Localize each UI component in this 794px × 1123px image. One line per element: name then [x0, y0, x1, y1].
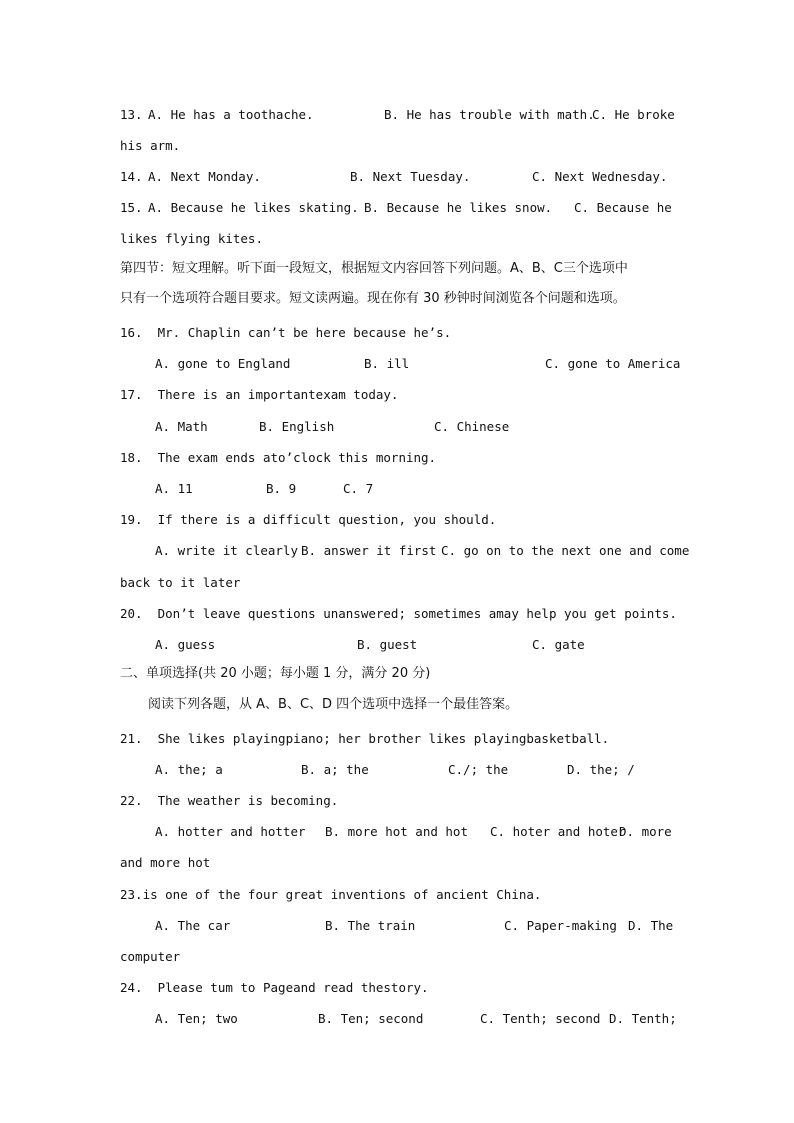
part2-instruction: 阅读下列各题，从 A、B、C、D 四个选项中选择一个最佳答案。	[148, 697, 519, 712]
q23-option-d: D. The	[628, 918, 674, 933]
q24-option-c: C. Tenth; second	[480, 1011, 601, 1026]
q21-option-c: C./; the	[448, 762, 509, 777]
q23-option-b: B. The train	[325, 918, 416, 933]
q14-option-b: B. Next Tuesday.	[350, 169, 471, 184]
q20-option-c: C. gate	[532, 637, 585, 652]
q21-option-d: D. the; /	[567, 762, 635, 777]
q21-option-a: A. the; a	[155, 762, 223, 777]
q17-stem: 17. There is an importantexam today.	[120, 387, 399, 402]
q16-option-b: B. ill	[364, 356, 410, 371]
q16-stem: 16. Mr. Chaplin can’t be here because he’s.	[120, 325, 452, 340]
q13-option-c: C. He broke	[592, 107, 675, 122]
q13-continuation: his arm.	[120, 138, 181, 153]
q24-option-a: A. Ten; two	[155, 1011, 238, 1026]
q22-option-c: C. hoter and hoter	[490, 824, 626, 839]
q15-option-b: B. Because he likes snow.	[364, 200, 553, 215]
q19-option-c: C. go on to the next one and come	[441, 543, 690, 558]
q17-option-b: B. English	[259, 419, 335, 434]
q23-stem: 23.is one of the four great inventions of ancient China.	[120, 887, 542, 902]
q20-option-b: B. guest	[357, 637, 418, 652]
q17-option-a: A. Math	[155, 419, 208, 434]
q22-continuation: and more hot	[120, 855, 211, 870]
q18-option-a: A. 11	[155, 481, 193, 496]
q21-stem: 21. She likes playingpiano; her brother likes playingbasketball.	[120, 731, 610, 746]
q19-stem: 19. If there is a difficult question, you should.	[120, 512, 497, 527]
section4-instruction-line2: 只有一个选项符合题目要求。短文读两遍。现在你有 30 秒钟时间浏览各个问题和选项。	[120, 291, 626, 306]
q14-option-c: C. Next Wednesday.	[532, 169, 668, 184]
q18-option-b: B. 9	[266, 481, 297, 496]
q24-option-b: B. Ten; second	[318, 1011, 424, 1026]
q15-option-c: C. Because he	[574, 200, 672, 215]
q15-num: 15.	[120, 200, 143, 215]
q13-num: 13.	[120, 107, 143, 122]
q22-option-b: B. more hot and hot	[325, 824, 468, 839]
q19-option-a: A. write it clearly	[155, 543, 298, 558]
q16-option-c: C. gone to America	[545, 356, 681, 371]
q18-stem: 18. The exam ends ato’clock this morning.	[120, 450, 437, 465]
q13-option-a: A. He has a toothache.	[148, 107, 314, 122]
q13-option-b: B. He has trouble with math.	[384, 107, 595, 122]
q16-option-a: A. gone to England	[155, 356, 291, 371]
part2-heading: 二、单项选择(共 20 小题；每小题 1 分，满分 20 分)	[120, 666, 431, 681]
q21-option-b: B. a; the	[301, 762, 369, 777]
q23-option-c: C. Paper-making	[504, 918, 617, 933]
q14-num: 14.	[120, 169, 143, 184]
section4-instruction-line1: 第四节：短文理解。听下面一段短文，根据短文内容回答下列问题。A、B、C三个选项中	[120, 261, 628, 276]
q22-stem: 22. The weather is becoming.	[120, 793, 339, 808]
q19-continuation: back to it later	[120, 575, 241, 590]
q23-continuation: computer	[120, 949, 181, 964]
q19-option-b: B. answer it first	[301, 543, 437, 558]
q22-option-d: D. more	[619, 824, 672, 839]
q17-option-c: C. Chinese	[434, 419, 510, 434]
q18-option-c: C. 7	[343, 481, 374, 496]
q14-option-a: A. Next Monday.	[148, 169, 261, 184]
q20-option-a: A. guess	[155, 637, 216, 652]
q22-option-a: A. hotter and hotter	[155, 824, 306, 839]
q24-stem: 24. Please tum to Pageand read thestory.	[120, 980, 429, 995]
q23-option-a: A. The car	[155, 918, 231, 933]
q20-stem: 20. Don’t leave questions unanswered; sometimes amay help you get points.	[120, 606, 677, 621]
q15-continuation: likes flying kites.	[120, 231, 263, 246]
q24-option-d: D. Tenth;	[609, 1011, 677, 1026]
q15-option-a: A. Because he likes skating.	[148, 200, 359, 215]
